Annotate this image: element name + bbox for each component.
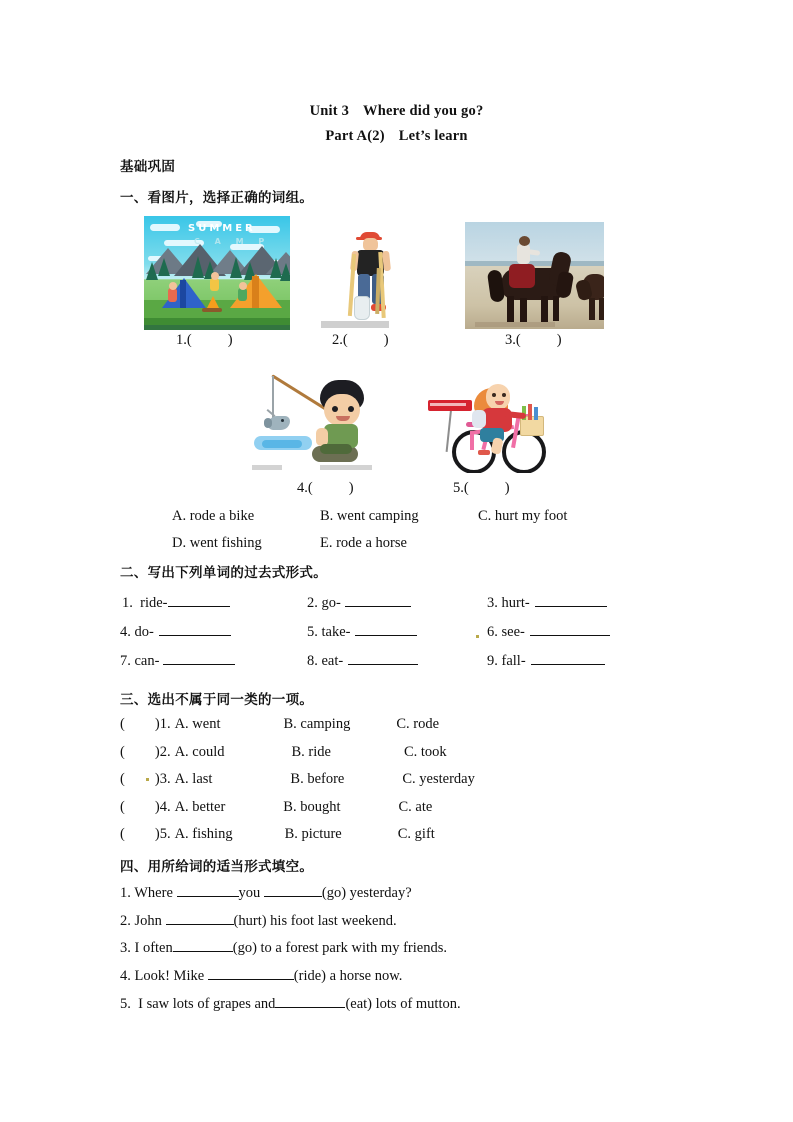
past-tense-word-1: 1. ride- (122, 595, 168, 611)
past-tense-word-7: 7. can- (120, 653, 160, 669)
past-tense-blank-2[interactable] (345, 606, 411, 607)
page-title-line-1 (0, 103, 793, 120)
answer-paren-open-5: ( (120, 826, 125, 842)
picture-2-caption (332, 332, 389, 349)
past-tense-word-8: 8. eat- (307, 653, 344, 669)
choice-a: A. rode a bike (172, 508, 255, 524)
fill-blank-1-input-a[interactable] (177, 896, 239, 897)
option-c-4[interactable]: C. ate (398, 799, 433, 815)
answer-paren-close-3: ) (154, 771, 160, 787)
option-b-5[interactable]: B. picture (284, 826, 342, 842)
fill-blank-2-pre: 2. John (120, 913, 166, 929)
option-a-4[interactable]: A. better (174, 799, 226, 815)
picture-3-number: 3.( (505, 332, 521, 348)
past-tense-word-6: 6. see- (487, 624, 525, 640)
subtitle-basic-practice: 基础巩固 (120, 159, 176, 175)
picture-5-caption (453, 480, 510, 497)
past-tense-word-2: 2. go- (307, 595, 341, 611)
question-number-2: 2. (159, 744, 171, 760)
fill-blank-question-5 (120, 996, 461, 1013)
question-number-5: 5. (159, 826, 171, 842)
picture-1-paren-close: ) (227, 332, 233, 348)
fill-blank-question-1 (120, 885, 412, 902)
picture-3-paren-close: ) (556, 332, 562, 348)
section-1-heading: 一、看图片，选择正确的词组。 (120, 190, 314, 206)
answer-paren-open-4: ( (120, 799, 125, 815)
past-tense-item-9 (487, 653, 605, 670)
option-a-3[interactable]: A. last (174, 771, 213, 787)
fill-blank-3-post: (go) to a forest park with my friends. (232, 940, 447, 956)
option-a-1[interactable]: A. went (174, 716, 221, 732)
past-tense-item-8 (307, 653, 418, 670)
option-c-5[interactable]: C. gift (397, 826, 435, 842)
option-b-3[interactable]: B. before (290, 771, 345, 787)
past-tense-item-6 (487, 624, 610, 641)
fill-blank-question-3 (120, 940, 447, 957)
answer-paren-close-4: ) (154, 799, 160, 815)
fill-blank-5-post: (eat) lots of mutton. (345, 996, 461, 1012)
past-tense-item-2 (307, 595, 411, 612)
section-3-heading: 三、选出不属于同一类的一项。 (120, 692, 314, 708)
option-c-3[interactable]: C. yesterday (402, 771, 475, 787)
question-number-3: 3. (159, 771, 171, 787)
unit-topic: Where did you go? (363, 103, 484, 119)
odd-one-out-row-2 (120, 744, 447, 761)
past-tense-blank-4[interactable] (159, 635, 231, 636)
picture-1-summer-camp (144, 216, 290, 330)
option-a-2[interactable]: A. could (174, 744, 225, 760)
fill-blank-5-pre: 5. I saw lots of grapes and (120, 996, 276, 1012)
stray-mark-1 (476, 635, 479, 638)
odd-one-out-row-4 (120, 799, 432, 816)
past-tense-word-4: 4. do- (120, 624, 154, 640)
fill-blank-question-2 (120, 913, 397, 930)
camp-title-text: SUMMER (188, 223, 256, 234)
answer-paren-close-2: ) (154, 744, 160, 760)
answer-paren-open-2: ( (120, 744, 125, 760)
past-tense-item-5 (307, 624, 417, 641)
past-tense-blank-3[interactable] (535, 606, 607, 607)
past-tense-blank-9[interactable] (531, 664, 605, 665)
answer-paren-open-1: ( (120, 716, 125, 732)
picture-3-rode-horse (465, 222, 604, 329)
fill-blank-2-input[interactable] (166, 924, 234, 925)
fill-blank-2-post: (hurt) his foot last weekend. (233, 913, 397, 929)
fill-blank-1-input-b[interactable] (264, 896, 322, 897)
fill-blank-4-input[interactable] (208, 979, 294, 980)
page-title-line-2 (0, 128, 793, 145)
option-b-1[interactable]: B. camping (283, 716, 351, 732)
fill-blank-1-mid: you (238, 885, 264, 901)
option-c-1[interactable]: C. rode (396, 716, 440, 732)
choice-b: B. went camping (320, 508, 419, 524)
option-b-4[interactable]: B. bought (283, 799, 341, 815)
past-tense-blank-5[interactable] (355, 635, 417, 636)
past-tense-blank-7[interactable] (163, 664, 235, 665)
question-number-4: 4. (159, 799, 171, 815)
past-tense-item-1 (122, 595, 230, 612)
bike-wheel-front (502, 430, 546, 473)
answer-paren-close-5: ) (154, 826, 160, 842)
picture-2-number: 2.( (332, 332, 348, 348)
fill-blank-3-pre: 3. I often (120, 940, 173, 956)
picture-1-number: 1.( (176, 332, 192, 348)
odd-one-out-row-1 (120, 716, 439, 733)
picture-2-paren-close: ) (383, 332, 389, 348)
fill-blank-5-input[interactable] (275, 1007, 345, 1008)
past-tense-blank-1[interactable] (168, 606, 230, 607)
past-tense-item-3 (487, 595, 607, 612)
picture-5-paren-close: ) (504, 480, 510, 496)
unit-label: Unit 3 (309, 103, 350, 119)
choice-e: E. rode a horse (320, 535, 407, 551)
fill-blank-1-post: (go) yesterday? (321, 885, 412, 901)
picture-4-caption (297, 480, 354, 497)
past-tense-word-9: 9. fall- (487, 653, 526, 669)
picture-4-went-fishing (248, 368, 380, 473)
picture-3-caption (505, 332, 562, 349)
odd-one-out-row-3 (120, 771, 475, 788)
lesson-label: Let’s learn (398, 128, 468, 144)
section-2-heading: 二、写出下列单词的过去式形式。 (120, 565, 327, 581)
choice-d: D. went fishing (172, 535, 262, 551)
question-number-1: 1. (159, 716, 171, 732)
past-tense-blank-8[interactable] (348, 664, 418, 665)
picture-4-number: 4.( (297, 480, 313, 496)
fill-blank-question-4 (120, 968, 402, 985)
camp-subtitle-text: C A M P (194, 237, 271, 246)
picture-4-paren-close: ) (348, 480, 354, 496)
picture-5-number: 5.( (453, 480, 469, 496)
choice-c: C. hurt my foot (478, 508, 568, 524)
past-tense-item-4 (120, 624, 231, 641)
fill-blank-3-input[interactable] (173, 951, 233, 952)
picture-5-rode-bike (418, 370, 548, 473)
fill-blank-1-pre: 1. Where (120, 885, 177, 901)
part-label: Part A(2) (325, 128, 385, 144)
past-tense-blank-6[interactable] (530, 635, 610, 636)
section-4-heading: 四、用所给词的适当形式填空。 (120, 859, 314, 875)
answer-paren-open-3: ( (120, 771, 125, 787)
past-tense-word-3: 3. hurt- (487, 595, 530, 611)
picture-1-caption (176, 332, 233, 349)
option-a-5[interactable]: A. fishing (174, 826, 233, 842)
picture-2-hurt-foot (318, 216, 422, 330)
odd-one-out-row-5 (120, 826, 435, 843)
option-c-2[interactable]: C. took (403, 744, 447, 760)
answer-paren-close-1: ) (154, 716, 160, 732)
past-tense-word-5: 5. take- (307, 624, 351, 640)
fill-blank-4-pre: 4. Look! Mike (120, 968, 208, 984)
fill-blank-4-post: (ride) a horse now. (293, 968, 403, 984)
past-tense-item-7 (120, 653, 235, 670)
option-b-2[interactable]: B. ride (291, 744, 331, 760)
